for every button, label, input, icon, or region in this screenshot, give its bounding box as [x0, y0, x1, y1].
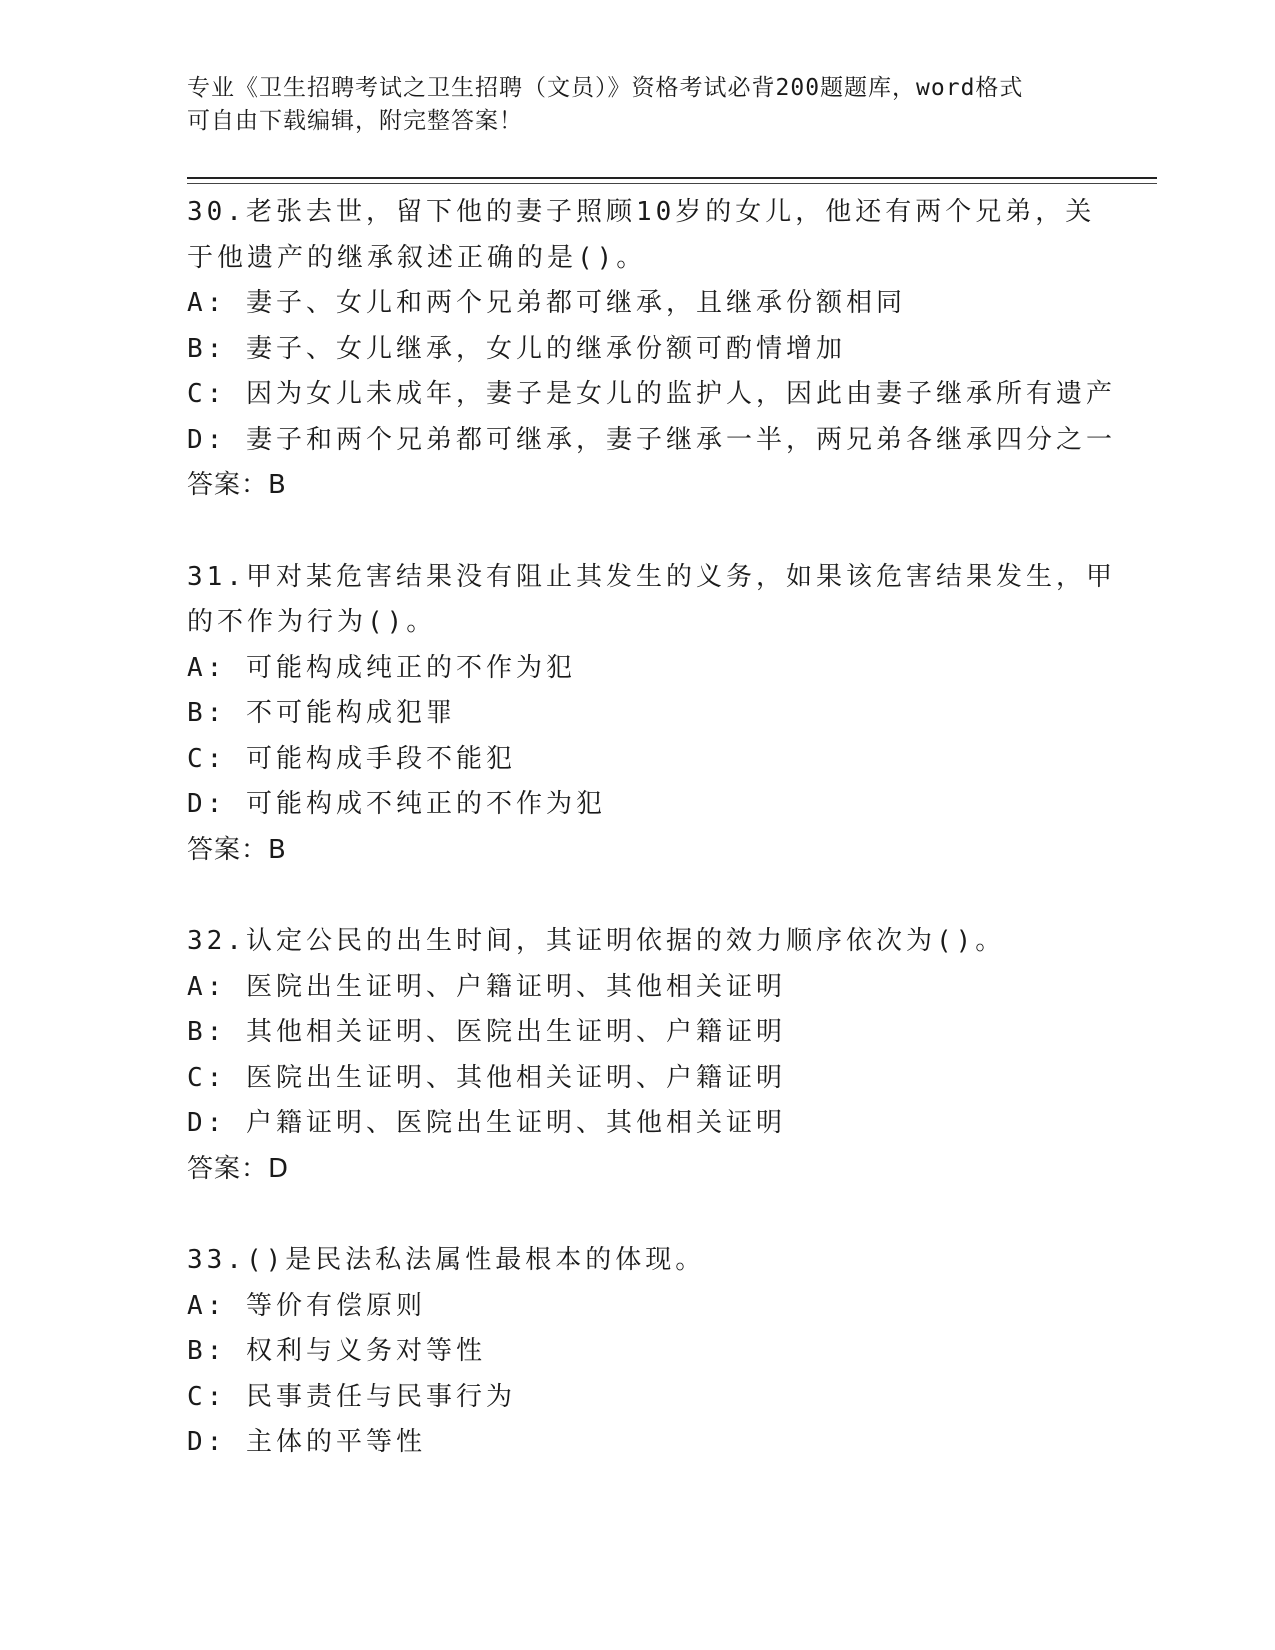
- option-c: C: 可能构成手段不能犯: [187, 743, 516, 774]
- question-stem: 的不作为行为()。: [187, 607, 437, 637]
- header-divider-thick: [187, 177, 1157, 179]
- option-b: B: 权利与义务对等性: [187, 1336, 486, 1366]
- header-line-1: 专业《卫生招聘考试之卫生招聘（文员）》资格考试必背200题题库，word格式: [187, 75, 1024, 101]
- document-header: [187, 72, 1087, 138]
- question-spacer: [187, 873, 1087, 919]
- question-stem: 31.甲对某危害结果没有阻止其发生的义务，如果该危害结果发生，甲: [187, 561, 1116, 592]
- option-b: B: 不可能构成犯罪: [187, 698, 456, 728]
- option-c: C: 民事责任与民事行为: [187, 1381, 516, 1412]
- header-line-2: 可自由下载编辑，附完整答案！: [187, 108, 523, 134]
- question-31: [187, 555, 1116, 874]
- question-stem: 32.认定公民的出生时间，其证明依据的效力顺序依次为()。: [187, 926, 1006, 956]
- answer-line: 答案：B: [187, 470, 287, 500]
- option-d: D: 可能构成不纯正的不作为犯: [187, 789, 606, 819]
- answer-line: 答案：B: [187, 834, 287, 865]
- option-b: B: 其他相关证明、医院出生证明、户籍证明: [187, 1017, 786, 1047]
- question-stem: 于他遗产的继承叙述正确的是()。: [187, 242, 647, 273]
- question-spacer: [187, 1192, 1087, 1238]
- answer-line: 答案：D: [187, 1153, 290, 1184]
- question-stem: 33.()是民法私法属性最根本的体现。: [187, 1245, 706, 1275]
- header-divider-thin: [187, 183, 1157, 184]
- question-stem: 30.老张去世，留下他的妻子照顾10岁的女儿，他还有两个兄弟，关: [187, 197, 1096, 227]
- option-a: A: 医院出生证明、户籍证明、其他相关证明: [187, 971, 786, 1002]
- question-30: [187, 190, 1116, 509]
- option-c: C: 医院出生证明、其他相关证明、户籍证明: [187, 1062, 786, 1093]
- question-spacer: [187, 509, 1087, 555]
- option-d: D: 主体的平等性: [187, 1427, 426, 1457]
- option-d: D: 户籍证明、医院出生证明、其他相关证明: [187, 1108, 786, 1138]
- question-list: [187, 190, 1116, 1466]
- option-d: D: 妻子和两个兄弟都可继承，妻子继承一半，两兄弟各继承四分之一: [187, 424, 1116, 455]
- question-33: [187, 1238, 1087, 1466]
- option-a: A: 等价有偿原则: [187, 1290, 426, 1321]
- option-b: B: 妻子、女儿继承，女儿的继承份额可酌情增加: [187, 333, 846, 364]
- option-a: A: 妻子、女儿和两个兄弟都可继承，且继承份额相同: [187, 288, 906, 318]
- question-32: [187, 919, 1087, 1192]
- option-a: A: 可能构成纯正的不作为犯: [187, 652, 576, 683]
- option-c: C: 因为女儿未成年，妻子是女儿的监护人，因此由妻子继承所有遗产: [187, 379, 1116, 409]
